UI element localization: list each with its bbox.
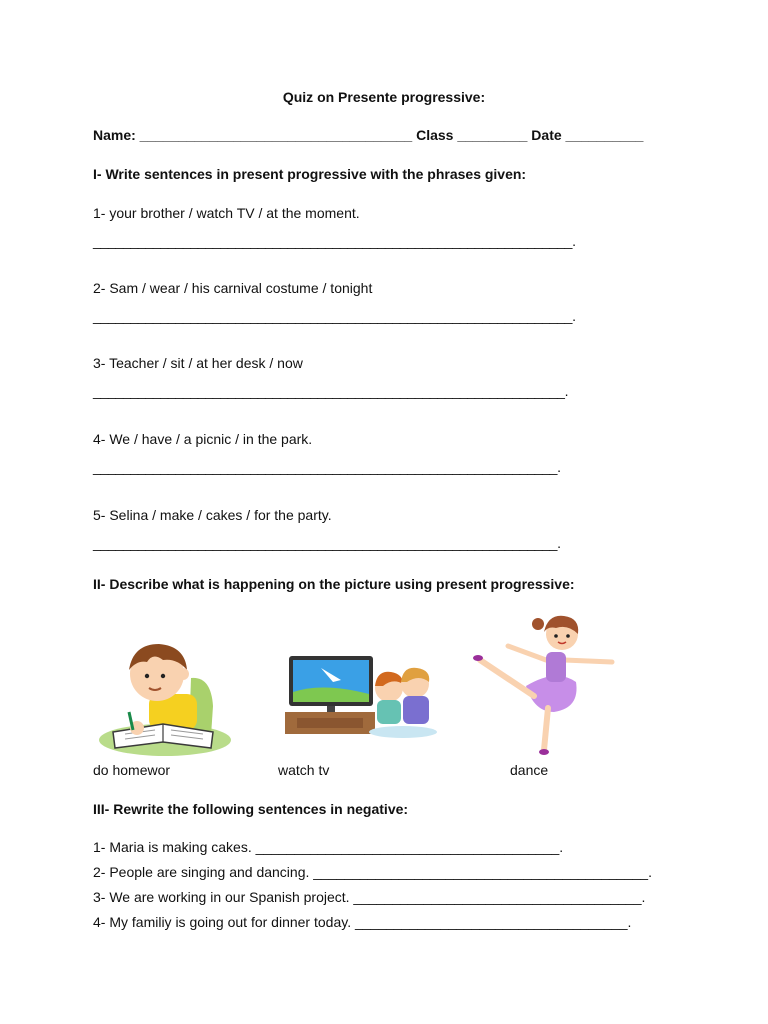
section1-prompt-4: 4- We / have / a picnic / in the park. bbox=[93, 431, 313, 447]
section1-answer-line-1[interactable]: ________________________________________________________________. bbox=[93, 233, 576, 249]
section3-item-2[interactable]: 2- People are singing and dancing. ___________________________________________. bbox=[93, 864, 652, 880]
section1-prompt-3: 3- Teacher / sit / at her desk / now bbox=[93, 355, 303, 371]
section1-prompt-2: 2- Sam / wear / his carnival costume / tonight bbox=[93, 280, 373, 296]
name-class-date-line[interactable]: Name: ___________________________________ Class _________ Date __________ bbox=[93, 127, 644, 143]
section3-item-4[interactable]: 4- My familiy is going out for dinner today. ___________________________________. bbox=[93, 914, 632, 930]
caption-watch-tv: watch tv bbox=[278, 762, 330, 778]
section1-answer-line-3[interactable]: _______________________________________________________________. bbox=[93, 383, 569, 399]
section1-prompt-1: 1- your brother / watch TV / at the moment. bbox=[93, 205, 360, 221]
section1-answer-line-4[interactable]: ______________________________________________________________. bbox=[93, 459, 561, 475]
section1-prompt-5: 5- Selina / make / cakes / for the party. bbox=[93, 507, 332, 523]
kids-watching-tv-picture bbox=[283, 652, 443, 742]
section2-heading: II- Describe what is happening on the picture using present progressive: bbox=[93, 576, 575, 592]
quiz-title: Quiz on Presente progressive: bbox=[282, 89, 486, 105]
boy-doing-homework-picture bbox=[93, 636, 233, 758]
caption-do-homework: do homewor bbox=[93, 762, 171, 778]
section3-heading: III- Rewrite the following sentences in negative: bbox=[93, 801, 409, 817]
section3-item-1[interactable]: 1- Maria is making cakes. _______________________________________. bbox=[93, 839, 564, 855]
section3-item-3[interactable]: 3- We are working in our Spanish project. _____________________________________. bbox=[93, 889, 646, 905]
section1-answer-line-2[interactable]: ________________________________________________________________. bbox=[93, 308, 576, 324]
caption-dance: dance bbox=[510, 762, 549, 778]
section1-heading: I- Write sentences in present progressive with the phrases given: bbox=[93, 166, 527, 182]
section1-answer-line-5[interactable]: ______________________________________________________________. bbox=[93, 535, 561, 551]
girl-dancing-picture bbox=[468, 612, 620, 758]
